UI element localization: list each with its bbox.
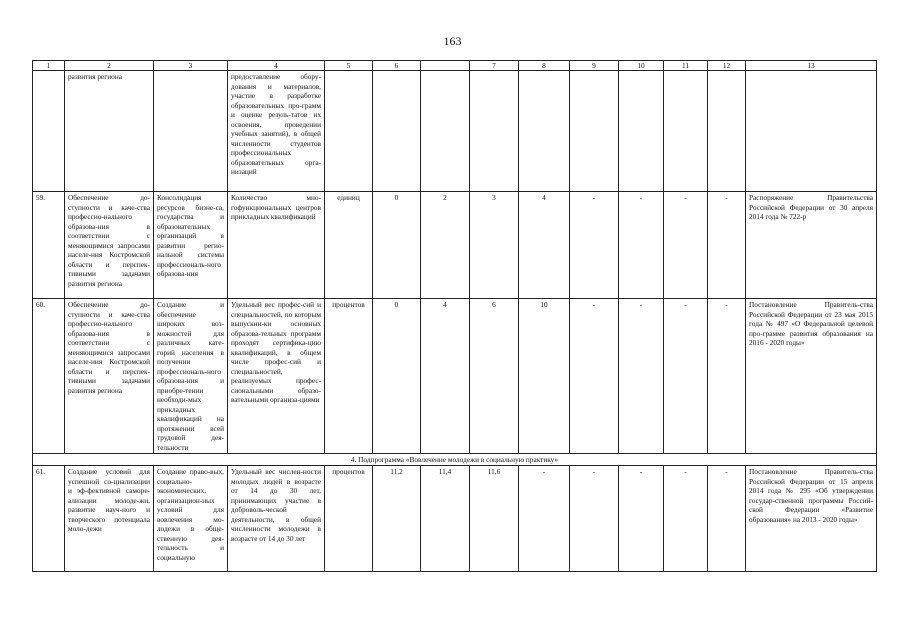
page-number: 163 — [443, 34, 462, 48]
cell-value: 3 — [470, 192, 519, 299]
cell-value: 6 — [470, 299, 519, 454]
cell-unit: процентов — [325, 299, 373, 454]
header-col-4: 4 — [228, 61, 325, 71]
cell-value: - — [664, 192, 708, 299]
cell-number — [33, 71, 65, 192]
cell-value: 11,6 — [470, 466, 519, 572]
cell-unit: процентов — [325, 466, 373, 572]
table-row-60 — [33, 299, 877, 454]
header-col-14: 13 — [746, 61, 877, 71]
header-col-9: 8 — [519, 61, 570, 71]
header-col-6: 6 — [373, 61, 421, 71]
header-col-2: 2 — [65, 61, 154, 71]
cell-value: - — [664, 466, 708, 572]
cell-value: - — [570, 192, 619, 299]
header-col-7 — [421, 61, 470, 71]
header-col-5: 5 — [325, 61, 373, 71]
cell-source: Постановление Правитель-ства Российской Федерации от 15 апреля 2014 года № 295 «Об утверждении государ-ственной программы Россий-ской Федерации «Развитие образования» на 2013 - 2020 годы» — [746, 466, 877, 572]
header-col-3: 3 — [154, 61, 228, 71]
cell-value: - — [708, 466, 746, 572]
cell-indicator: предоставление обору-дования и материалов, участие в разработке образовательных про-грамм и оценке резуль-татов их освоения, проведении учебных занятий), в общей численности студентов профессиональных образовательных орга-низаций — [228, 71, 325, 192]
cell-value — [421, 71, 470, 192]
table-row-continued — [33, 71, 877, 192]
header-col-8: 7 — [470, 61, 519, 71]
cell-value: - — [664, 299, 708, 454]
cell-value: - — [519, 466, 570, 572]
header-col-1: 1 — [33, 61, 65, 71]
cell-value — [519, 71, 570, 192]
cell-number: 60. — [33, 299, 65, 454]
cell-value — [570, 71, 619, 192]
subprogram-title: 4. Подпрограмма «Вовлечение молодежи в социальную практику» — [33, 454, 877, 466]
cell-value: - — [619, 299, 664, 454]
table-row-61 — [33, 466, 877, 572]
cell-indicator: Удельный вес числен-ности молодых людей в возрасте от 14 до 30 лет, принимающих участие в доброволь-ческой деятельности, в общей численности молодежи в возрасте от 14 до 30 лет — [228, 466, 325, 572]
cell-goal: Создание условий для успешной со-циализации и эф-фективной саморе-ализации молоде-жи, развитие науч-ного и творческого потенциала моло-дежи — [65, 466, 154, 572]
cell-task: Создание и обеспечение широких воз-можностей для различных кате-горий населения в получении профессиональ-ного образова-ния и приобре-тении необходи-мых прикладных квалификаций на протяжении всей трудовой дея-тельности — [154, 299, 228, 454]
table-row-59 — [33, 192, 877, 299]
cell-value — [664, 71, 708, 192]
cell-goal: Обеспечение до-ступности и каче-ства профессио-нального образова-ния в соответствии с меняющимися запросами населе-ния Костромской области и перспек-тивными задачами развития региона — [65, 192, 154, 299]
cell-goal: развития региона — [65, 71, 154, 192]
subprogram-row — [33, 454, 877, 466]
cell-value: - — [619, 466, 664, 572]
cell-indicator: Удельный вес профес-сий и специальностей, по которым выпускни-ки основных образова-тельных программ проходят сертифика-цию квалификаций, в общем числе профес-сий и специальностей, реализуемых профес-сиональными образо-вательными организа-циями — [228, 299, 325, 454]
cell-value — [373, 71, 421, 192]
cell-value: 0 — [373, 192, 421, 299]
cell-value: - — [619, 192, 664, 299]
cell-value: 11,2 — [373, 466, 421, 572]
cell-unit — [325, 71, 373, 192]
cell-number: 59. — [33, 192, 65, 299]
cell-indicator: Количество мно-гофункциональных центров прикладных квалификаций — [228, 192, 325, 299]
cell-task — [154, 71, 228, 192]
cell-source — [746, 71, 877, 192]
header-col-13: 12 — [708, 61, 746, 71]
cell-value: - — [570, 299, 619, 454]
cell-task: Консолидация ресурсов бизне-са, государства и образовательных организаций в развитии регио-нальной системы профессиональ-ного образова-ния — [154, 192, 228, 299]
header-col-11: 10 — [619, 61, 664, 71]
cell-value: - — [708, 192, 746, 299]
header-col-12: 11 — [664, 61, 708, 71]
cell-value: 0 — [373, 299, 421, 454]
cell-value — [619, 71, 664, 192]
cell-unit: единиц — [325, 192, 373, 299]
cell-value: 4 — [421, 299, 470, 454]
cell-goal: Обеспечение до-ступности и каче-ства профессио-нального образова-ния в соответствии с меняющимися запросами населе-ния Костромской области и перспек-тивными задачами развития региона — [65, 299, 154, 454]
cell-value — [708, 71, 746, 192]
cell-value: 4 — [519, 192, 570, 299]
header-col-10: 9 — [570, 61, 619, 71]
cell-value: 11,4 — [421, 466, 470, 572]
cell-value: - — [570, 466, 619, 572]
cell-source: Постановление Правитель-ства Российской Федерации от 23 мая 2015 года № 497 «О Федеральной целевой про-грамме развития образования на 2016 - 2020 годы» — [746, 299, 877, 454]
indicators-table — [32, 60, 877, 572]
cell-value: 2 — [421, 192, 470, 299]
cell-number: 61. — [33, 466, 65, 572]
table-header — [33, 61, 877, 71]
cell-value: - — [708, 299, 746, 454]
cell-value: 10 — [519, 299, 570, 454]
cell-source: Распоряжение Правительства Российской Федерации от 30 апреля 2014 года № 722-р — [746, 192, 877, 299]
cell-task: Создание право-вых, социально-экономических, организацион-ных условий для вовлечения мо-лодежи в обще-ственную дея-тельность и социальную — [154, 466, 228, 572]
header-row — [33, 61, 877, 71]
cell-value — [470, 71, 519, 192]
